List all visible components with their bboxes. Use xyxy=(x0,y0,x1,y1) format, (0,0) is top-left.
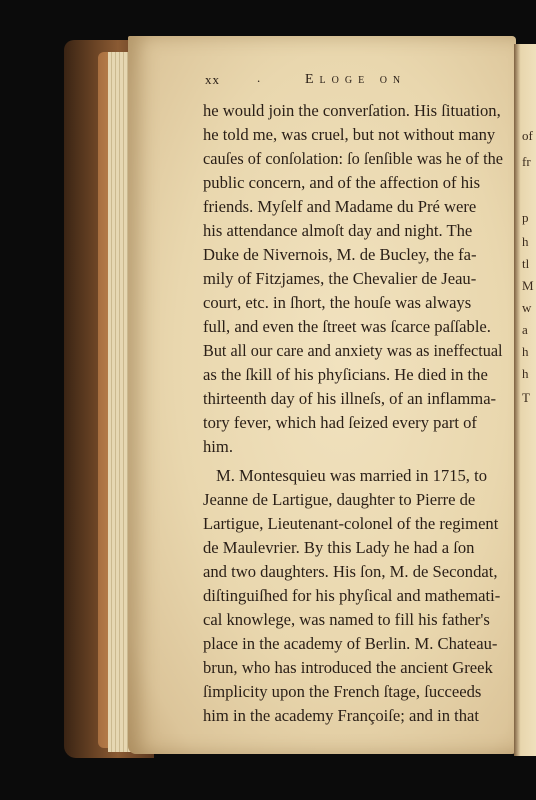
running-header xyxy=(205,72,505,90)
facing-fragment: of xyxy=(522,128,533,143)
text-line: Duke de Nivernois, M. de Bucley, the fa- xyxy=(203,245,477,264)
header-separator: . xyxy=(257,70,261,85)
text-line: But all our care and anxiety was as ineffectual xyxy=(203,341,503,360)
text-line: court, etc. in ſhort, the houſe was always xyxy=(203,293,472,312)
text-line: cauſes of conſolation: ſo ſenſible was he of the xyxy=(203,149,503,168)
running-title: Eloge on xyxy=(305,72,407,87)
text-line: de Maulevrier. By this Lady he had a ſon xyxy=(203,538,475,557)
text-line: and two daughters. His ſon, M. de Secondat, xyxy=(203,562,498,581)
text-line: diſtinguiſhed for his phyſical and mathemati- xyxy=(203,586,501,605)
text-line: cal knowlege, was named to fill his father's xyxy=(203,610,490,629)
text-line: he would join the converſation. His ſituation, xyxy=(203,101,501,120)
text-line: thirteenth day of his illneſs, of an inflamma- xyxy=(203,389,497,408)
facing-fragment: w xyxy=(522,300,532,315)
text-line: ſimplicity upon the French ſtage, ſucceeds xyxy=(203,682,482,701)
text-line: as the ſkill of his phyſicians. He died in the xyxy=(203,365,488,384)
facing-fragment: h xyxy=(522,344,529,359)
facing-fragment: tl xyxy=(522,256,530,271)
facing-page-edge xyxy=(514,44,536,756)
facing-fragment: h xyxy=(522,366,529,381)
text-line: Jeanne de Lartigue, daughter to Pierre de xyxy=(203,490,476,509)
text-line: he told me, was cruel, but not without many xyxy=(203,125,496,144)
facing-fragment: T xyxy=(522,390,530,405)
facing-fragment: M xyxy=(522,278,534,293)
text-line: him. xyxy=(203,437,233,456)
facing-fragment: h xyxy=(522,234,529,249)
text-line: Lartigue, Lieutenant-colonel of the regiment xyxy=(203,514,499,533)
text-line: M. Montesquieu was married in 1715, to xyxy=(216,466,487,485)
text-line: brun, who has introduced the ancient Greek xyxy=(203,658,493,677)
facing-fragment: a xyxy=(522,322,528,337)
text-line: his attendance almoſt day and night. The xyxy=(203,221,473,240)
facing-fragment: p xyxy=(522,210,529,225)
facing-fragment: fr xyxy=(522,154,531,169)
text-line: place in the academy of Berlin. M. Chateau- xyxy=(203,634,498,653)
text-line: full, and even the ſtreet was ſcarce paſſable. xyxy=(203,317,491,336)
text-line: him in the academy Françoiſe; and in that xyxy=(203,706,480,725)
text-line: friends. Myſelf and Madame du Pré were xyxy=(203,197,477,216)
text-line: tory fever, which had ſeized every part of xyxy=(203,413,477,432)
text-line: public concern, and of the affection of his xyxy=(203,173,481,192)
text-line: mily of Fitzjames, the Chevalier de Jeau- xyxy=(203,269,477,288)
page-number: xx xyxy=(205,72,220,87)
